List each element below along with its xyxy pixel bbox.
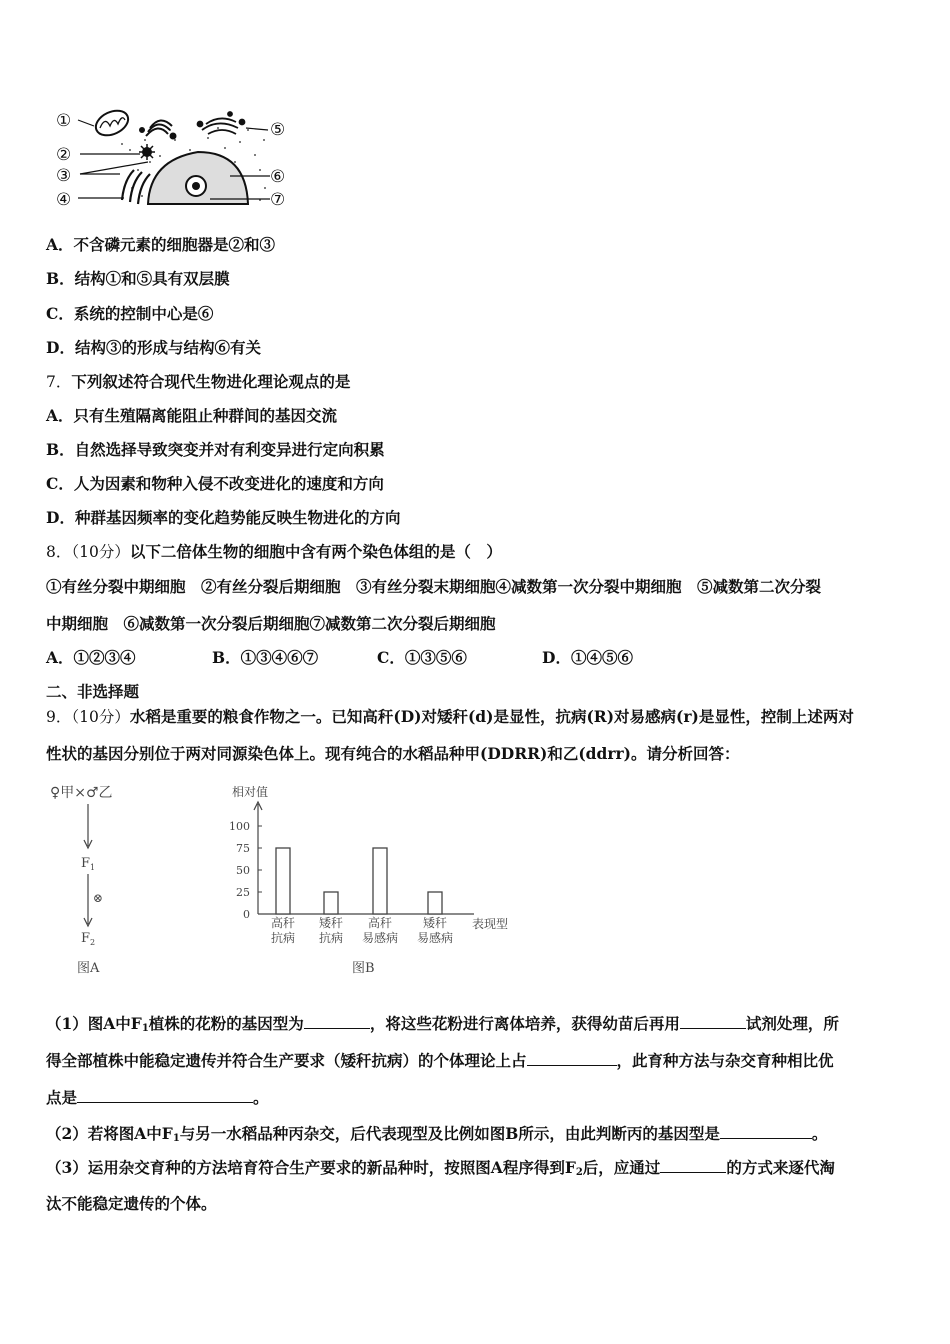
endoplasmic-reticulum-icon: [122, 170, 150, 204]
q9-sub2: （2）若将图A中$F_1$与另一水稻品种丙杂交，后代表现型及比例如图B所示，由此判断丙的基因型是 。: [46, 1124, 828, 1144]
chart-title: 图B: [352, 961, 375, 976]
cell-label-2: ②: [56, 145, 72, 165]
chart-category-label: 抗病: [270, 931, 296, 945]
cell-label-3: ③: [56, 166, 72, 186]
q6-option-c: C．系统的控制中心是⑥: [46, 304, 214, 323]
q7-option-b: B．自然选择导致突变并对有利变异进行定向积累: [46, 440, 385, 459]
chart-ytick-label: 25: [236, 886, 250, 899]
cell-label-6: ⑥: [270, 167, 286, 187]
q8-option-d: D．①④⑤⑥: [542, 648, 633, 667]
cell-label-7: ⑦: [270, 190, 286, 210]
figure-a-selfing-icon: ⊗: [93, 891, 104, 905]
cell-label-1: ①: [56, 111, 72, 131]
q7-option-d: D．种群基因频率的变化趋势能反映生物进化的方向: [46, 508, 401, 527]
chart-ytick-label: 100: [229, 820, 250, 833]
cell-label-4: ④: [56, 190, 72, 210]
q9-sub1-line3: 点是 。: [46, 1088, 269, 1107]
q9-sub1-line1: （1）图A中$F_1$植株的花粉的基因型为 ，将这些花粉进行离体培养，获得幼苗后再用 试剂处理，所: [46, 1014, 839, 1034]
q6-option-a: A．不含磷元素的细胞器是②和③: [46, 235, 276, 254]
figure-a-caption: 图A: [77, 961, 100, 976]
chart-ylabel: 相对值: [232, 785, 269, 799]
q9-stem-line2: 性状的基因分别位于两对同源染色体上。现有纯合的水稻品种甲(DDRR)和乙(ddrr)。请分析回答：: [46, 744, 740, 763]
chart-ytick-label: 50: [236, 864, 250, 877]
q8-options: [46, 647, 846, 669]
chart-category-label: 高秆: [270, 916, 296, 930]
chart-bar: [428, 892, 442, 914]
mitochondrion-icon: [92, 106, 132, 140]
answer-blank-3[interactable]: [527, 1049, 617, 1066]
q7-option-a: A．只有生殖隔离能阻止种群间的基因交流: [46, 406, 338, 425]
centrosome-icon: [139, 144, 155, 160]
q6-option-b: B．结构①和⑤具有双层膜: [46, 269, 230, 288]
chart-bar: [276, 848, 290, 914]
answer-blank-4[interactable]: [77, 1086, 253, 1103]
q9-sub3-line1: （3）运用杂交育种的方法培育符合生产要求的新品种时，按照图A程序得到$F_2$后，应通过 的方式来逐代淘: [46, 1158, 835, 1178]
q7-stem: 7．下列叙述符合现代生物进化理论观点的是: [46, 372, 351, 391]
q8-items-line1: ①有丝分裂中期细胞 ②有丝分裂后期细胞 ③有丝分裂末期细胞④减数第一次分裂中期细胞 ⑤减数第二次分裂: [46, 577, 822, 596]
chart-bar: [324, 892, 338, 914]
cell-label-5: ⑤: [270, 120, 286, 140]
golgi-icon: [140, 120, 176, 138]
chart-category-label: 易感病: [361, 931, 399, 945]
nucleus-icon: [148, 152, 248, 204]
chart-ytick-label: 0: [243, 908, 250, 921]
answer-blank-1[interactable]: [304, 1012, 370, 1029]
q7-option-c: C．人为因素和物种入侵不改变进化的速度和方向: [46, 474, 384, 493]
q9-sub1-line2: 得全部植株中能稳定遗传并符合生产要求（矮秆抗病）的个体理论上占 ，此育种方法与杂交育种相比优: [46, 1051, 834, 1070]
answer-blank-5[interactable]: [720, 1122, 812, 1139]
figure-a-cross: ♀甲×♂乙: [50, 785, 113, 801]
chart-category-label: 易感病: [416, 931, 454, 945]
q8-stem: 8．（10分）以下二倍体生物的细胞中含有两个染色体组的是（ ）: [46, 542, 502, 561]
q9-stem-line1: 9．（10分）水稻是重要的粮食作物之一。已知高秆(D)对矮秆(d)是显性，抗病(R)对易感病(r)是显性，控制上述两对: [46, 707, 854, 726]
chart-category-label: 高秆: [367, 916, 393, 930]
answer-blank-6[interactable]: [660, 1156, 726, 1173]
chart-bar: [373, 848, 387, 914]
q8-option-c: C．①③⑤⑥: [377, 648, 467, 667]
section2-title: 二、非选择题: [46, 682, 140, 701]
q6-option-d: D．结构③的形成与结构⑥有关: [46, 338, 261, 357]
q8-option-a: A．①②③④: [46, 648, 136, 667]
figure-a-cross-diagram: [50, 782, 160, 977]
q8-option-b: B．①③④⑥⑦: [212, 648, 319, 667]
chart-xlabel: 表现型: [472, 917, 509, 931]
chart-ytick-label: 75: [236, 842, 250, 855]
organelle-five-icon: [198, 112, 245, 134]
chart-category-label: 矮秆: [318, 916, 344, 930]
chart-category-label: 抗病: [318, 931, 344, 945]
q8-items-line2: 中期细胞 ⑥减数第一次分裂后期细胞⑦减数第二次分裂后期细胞: [46, 614, 496, 633]
figure-b-bar-chart: [222, 782, 522, 977]
cell-organelle-figure: [50, 100, 300, 212]
figure-a-f2: $F_2$: [81, 931, 96, 947]
figure-a-f1: $F_1$: [81, 856, 96, 872]
chart-category-label: 矮秆: [422, 916, 448, 930]
answer-blank-2[interactable]: [680, 1012, 746, 1029]
q9-sub3-line2: 汰不能稳定遗传的个体。: [46, 1194, 217, 1213]
